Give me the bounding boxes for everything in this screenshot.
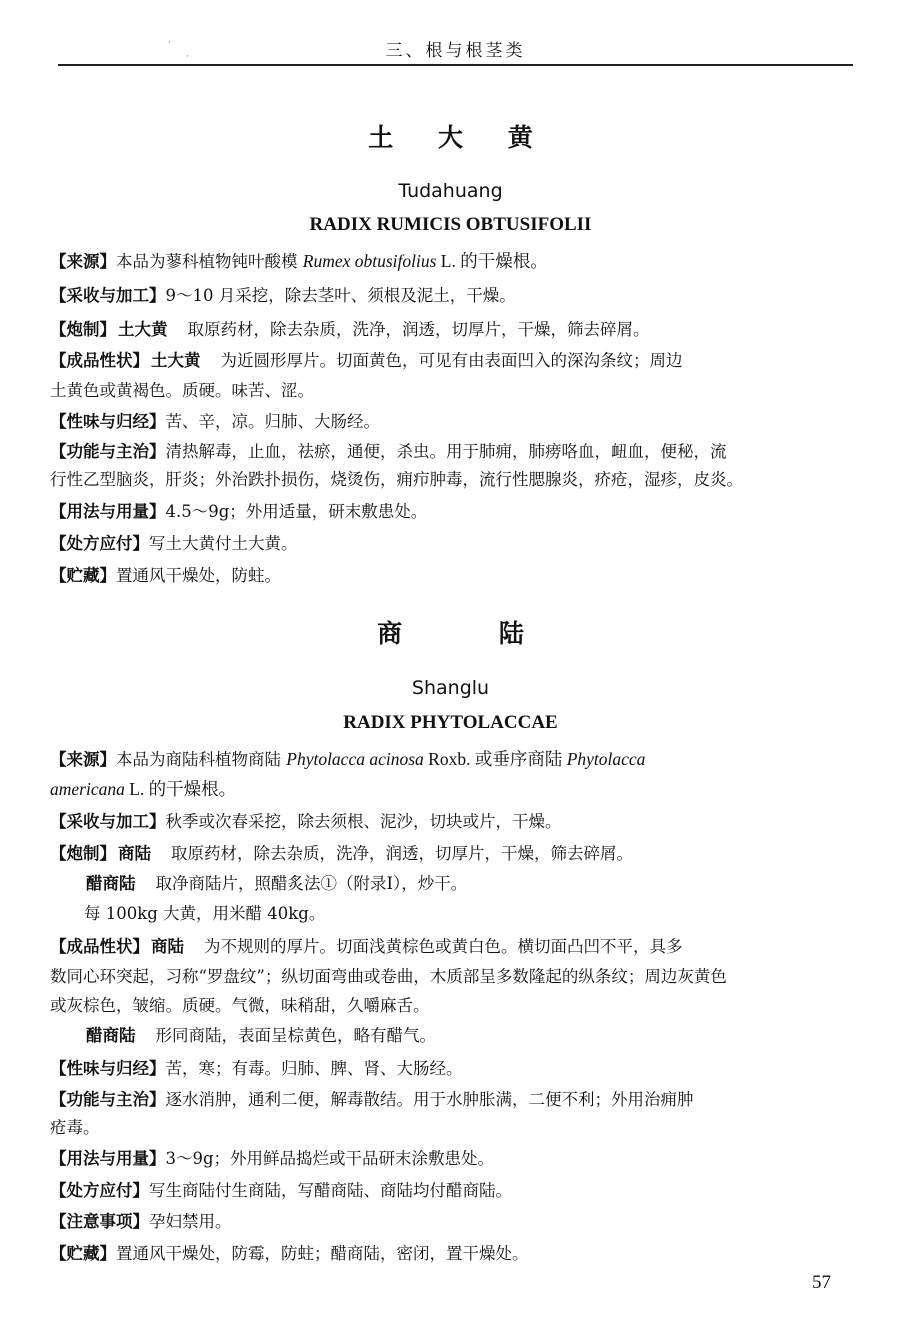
entry-label: 【采收与加工】 [50, 286, 166, 305]
entry-label: 【性味与归经】 [50, 1059, 166, 1078]
monograph-pinyin: Shanglu [411, 677, 490, 699]
entry-nature-meridian: 【性味与归经】苦，寒；有毒。归肺、脾、肾、大肠经。 [50, 1059, 463, 1078]
running-header [58, 30, 853, 66]
entry-characteristics-cont: 或灰棕色，皱缩。质硬。气微，味稍甜，久嚼麻舌。 [50, 996, 430, 1015]
entry-nature-meridian: 【性味与归经】苦、辛，凉。归肺、大肠经。 [50, 412, 380, 431]
entry-label: 【炮制】 [50, 844, 116, 863]
monograph-latin-name: RADIX RUMICIS OBTUSIFOLII [309, 214, 592, 235]
entry-label: 【处方应付】 [50, 1181, 149, 1200]
scan-speck: · [168, 38, 171, 48]
page-number: 57 [812, 1272, 831, 1293]
entry-label: 【贮藏】 [50, 566, 116, 585]
entry-label: 【采收与加工】 [50, 812, 166, 831]
entry-dosage: 【用法与用量】3～9g；外用鲜品捣烂或干品研末涂敷患处。 [50, 1149, 495, 1168]
entry-functions-cont: 行性乙型脑炎，肝炎；外治跌扑损伤，烧烫伤，痈疖肿毒，流行性腮腺炎，疥疮，湿疹，皮炎。 [50, 470, 743, 489]
entry-label: 【性味与归经】 [50, 412, 166, 431]
entry-source-cont: americana L. 的干燥根。 [50, 779, 237, 799]
entry-characteristics: 【成品性状】 土大黄 为近圆形厚片。切面黄色，可见有由表面凹入的深沟条纹；周边 [50, 351, 683, 370]
entry-processing: 【炮制】 商陆 取原药材，除去杂质，洗净，润透，切厚片，干燥，筛去碎屑。 [50, 844, 633, 863]
entry-functions: 【功能与主治】逐水消肿，通利二便，解毒散结。用于水肿胀满，二便不利；外用治痈肿 [50, 1090, 694, 1109]
entry-label: 【用法与用量】 [50, 1149, 166, 1168]
entry-harvest: 【采收与加工】9～10 月采挖，除去茎叶、须根及泥土，干燥。 [50, 286, 516, 305]
entry-label: 【炮制】 [50, 320, 116, 339]
entry-prescription: 【处方应付】写生商陆付生商陆，写醋商陆、商陆均付醋商陆。 [50, 1181, 512, 1200]
entry-source: 【来源】本品为蓼科植物钝叶酸模 Rumex obtusifolius L. 的干燥根。 [50, 251, 548, 271]
entry-label: 【成品性状】 [50, 351, 149, 370]
entry-storage: 【贮藏】置通风干燥处，防蛀。 [50, 566, 281, 585]
entry-functions: 【功能与主治】清热解毒，止血，祛瘀，通便，杀虫。用于肺痈，肺痨咯血，衄血，便秘，流 [50, 442, 727, 461]
entry-harvest: 【采收与加工】秋季或次春采挖，除去须根、泥沙，切块或片，干燥。 [50, 812, 562, 831]
entry-label: 【来源】 [50, 252, 116, 271]
entry-label: 【来源】 [50, 750, 116, 769]
entry-characteristics-cont: 土黄色或黄褐色。质硬。味苦、涩。 [50, 381, 314, 400]
entry-label: 【功能与主治】 [50, 1090, 166, 1109]
entry-characteristics-cont: 数同心环突起，习称“罗盘纹”；纵切面弯曲或卷曲，木质部呈多数隆起的纵条纹；周边灰黄色 [50, 967, 727, 986]
running-header-text: 三、根与根茎类 [385, 41, 526, 61]
monograph-pinyin: Tudahuang [398, 180, 503, 202]
entry-label: 【贮藏】 [50, 1244, 116, 1263]
entry-characteristics: 【成品性状】 商陆 为不规则的厚片。切面浅黄棕色或黄白色。横切面凸凹不平，具多 [50, 937, 683, 956]
entry-functions-cont: 疮毒。 [50, 1118, 100, 1137]
entry-processing-ratio: 每 100kg 大黄，用米醋 40kg。 [84, 904, 326, 923]
monograph-title: 土 大 黄 [368, 123, 551, 152]
entry-prescription: 【处方应付】写土大黄付土大黄。 [50, 534, 298, 553]
entry-characteristics-vinegar: 醋商陆 形同商陆，表面呈棕黄色，略有醋气。 [86, 1026, 436, 1045]
entry-label: 【注意事项】 [50, 1212, 149, 1231]
entry-processing: 【炮制】 土大黄 取原药材，除去杂质，洗净，润透，切厚片，干燥，筛去碎屑。 [50, 320, 650, 339]
monograph-title: 商 陆 [377, 619, 568, 648]
entry-label: 【功能与主治】 [50, 442, 166, 461]
entry-processing-vinegar: 醋商陆 取净商陆片，照醋炙法①（附录Ⅰ），炒干。 [86, 874, 468, 893]
entry-storage: 【贮藏】置通风干燥处，防霉，防蛀；醋商陆，密闭，置干燥处。 [50, 1244, 529, 1263]
entry-label: 【用法与用量】 [50, 502, 166, 521]
entry-label: 【成品性状】 [50, 937, 149, 956]
scan-speck: · [186, 52, 189, 62]
monograph-latin-name: RADIX PHYTOLACCAE [343, 712, 558, 733]
entry-precautions: 【注意事项】孕妇禁用。 [50, 1212, 232, 1231]
entry-source: 【来源】本品为商陆科植物商陆 Phytolacca acinosa Roxb. 或垂序商陆 Phytolacca [50, 749, 646, 769]
entry-label: 【处方应付】 [50, 534, 149, 553]
entry-dosage: 【用法与用量】4.5～9g；外用适量，研末敷患处。 [50, 502, 428, 521]
